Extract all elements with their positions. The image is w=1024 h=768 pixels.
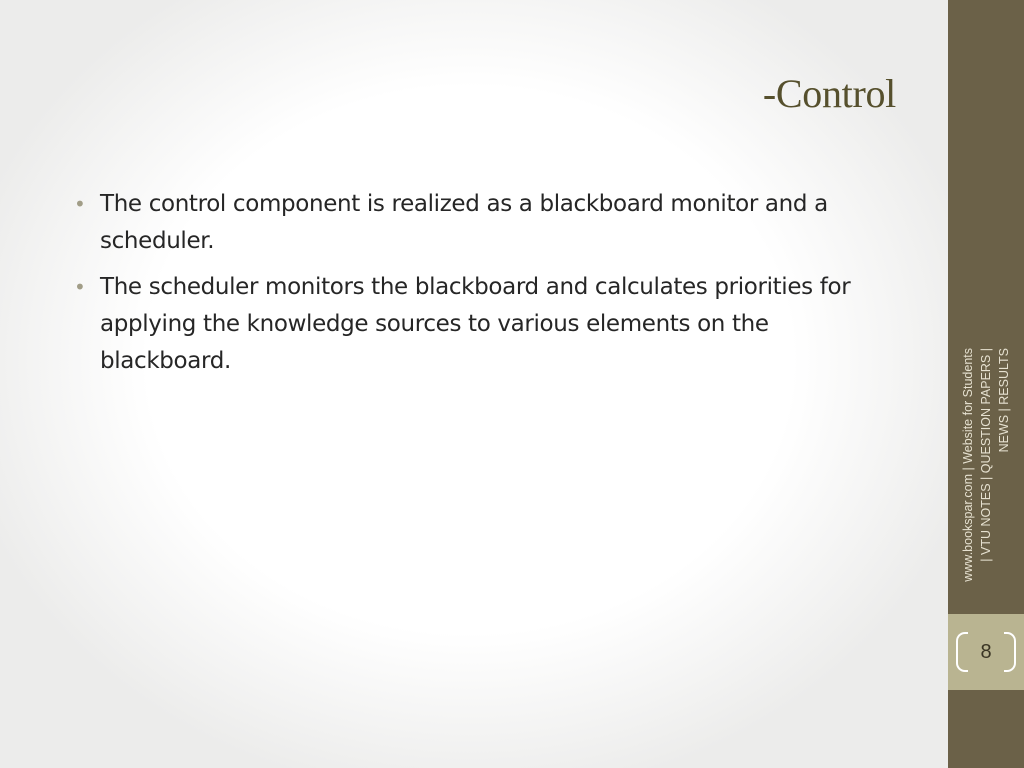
footer-text: www.bookspar.com | Website for Students | VTU NOTES | QUESTION PAPERS | NEWS | RESULTS (961, 348, 1011, 582)
bullet-dot-icon: • (74, 192, 86, 216)
footer (948, 348, 1024, 588)
bullet-text: The scheduler monitors the blackboard and calculates priorities for applying the knowledge sources to various elements on the blackboard. (100, 274, 851, 374)
slide-title: -Control (762, 71, 896, 116)
bullet-item (72, 269, 862, 380)
bullet-item (72, 186, 862, 260)
bullet-list (72, 186, 862, 389)
bullet-dot-icon: • (74, 275, 86, 299)
bullet-text: The control component is realized as a blackboard monitor and a scheduler. (100, 191, 828, 254)
page-number-box (948, 614, 1024, 690)
page-number: 8 (980, 641, 992, 663)
